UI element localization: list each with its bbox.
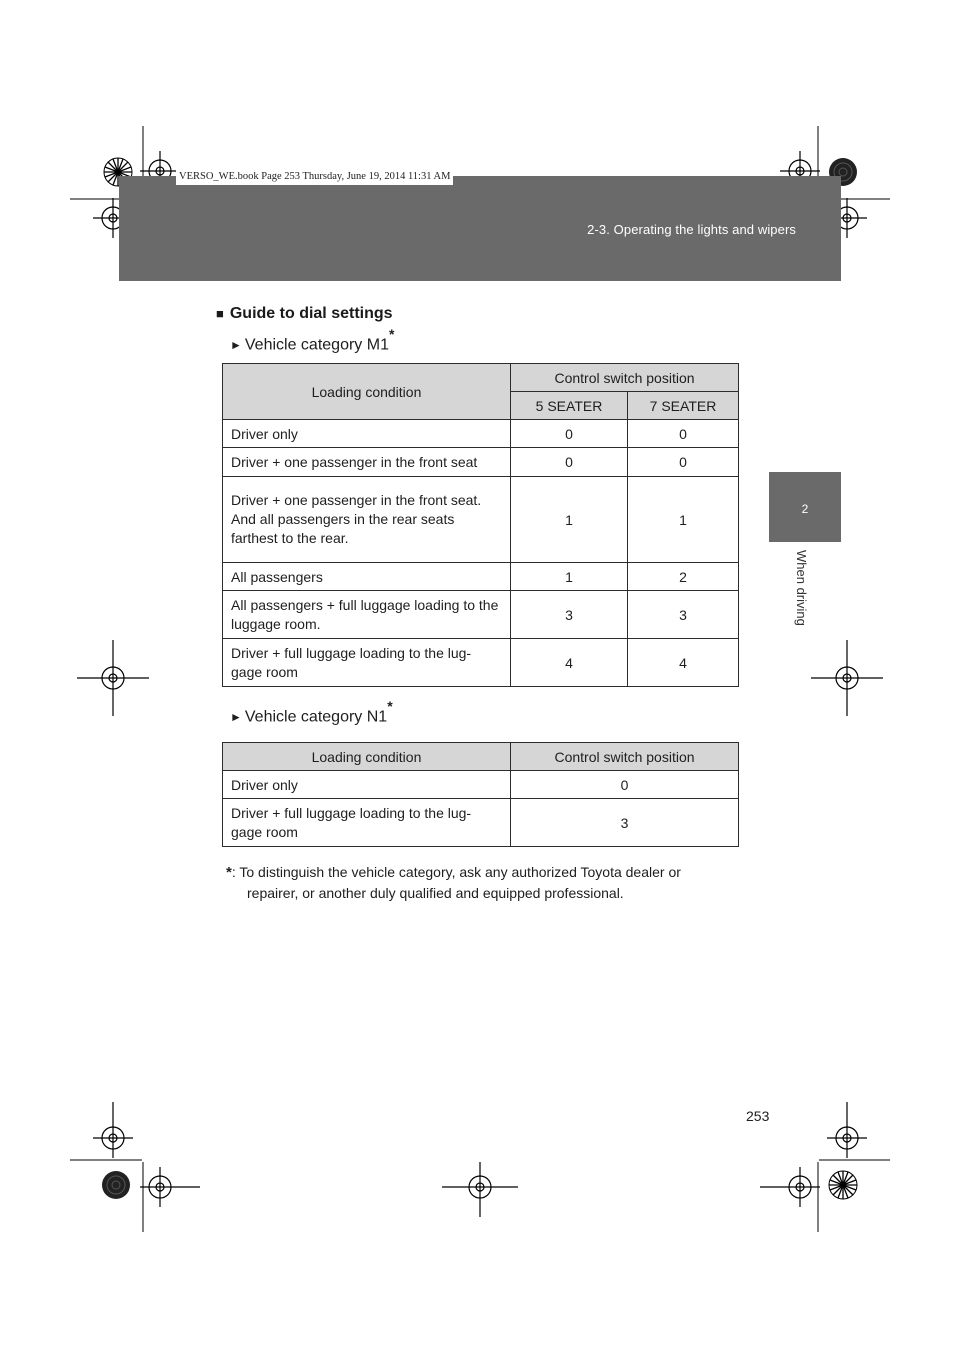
row-condition-line1: Driver + one passenger in the front seat.: [231, 492, 482, 508]
section-title: 2-3. Operating the lights and wipers: [587, 222, 796, 237]
row-7-seater: 0: [628, 420, 739, 448]
row-5-seater: 0: [511, 448, 628, 477]
subhead-n1-text: Vehicle category N1: [244, 708, 388, 726]
chapter-number: 2: [801, 502, 809, 516]
footnote: [226, 862, 744, 904]
row-7-seater: 3: [628, 591, 739, 639]
table-row: [223, 563, 739, 591]
table-row: [223, 799, 739, 847]
heading-text: Guide to dial settings: [229, 305, 393, 322]
row-7-seater: 4: [628, 639, 739, 687]
chapter-label: When driving: [794, 550, 809, 626]
asterisk-mark: *: [387, 698, 393, 714]
col-control-switch-position: Control switch position: [511, 743, 739, 771]
subhead-m1: [230, 326, 395, 354]
row-7-seater: 2: [628, 563, 739, 591]
row-7-seater: 0: [628, 448, 739, 477]
star-target-bottom-right: [829, 1171, 857, 1199]
col-loading-condition: Loading condition: [223, 364, 511, 420]
table-row: [223, 420, 739, 448]
section-heading: [216, 305, 393, 323]
table-row: [223, 591, 739, 639]
col-7-seater: 7 SEATER: [628, 392, 739, 420]
table-row: [223, 477, 739, 563]
subhead-m1-text: Vehicle category M1: [244, 336, 389, 354]
row-5-seater: 0: [511, 420, 628, 448]
asterisk-mark: *: [388, 326, 395, 342]
row-7-seater: 1: [628, 477, 739, 563]
m1-table: [222, 363, 739, 687]
table-row: [223, 639, 739, 687]
row-5-seater: 1: [511, 477, 628, 563]
solid-target-bottom-left: [102, 1171, 130, 1199]
page-number: 253: [746, 1108, 770, 1124]
row-condition: All passengers: [223, 563, 511, 591]
table-row: [223, 771, 739, 799]
footnote-asterisk: *: [226, 864, 232, 881]
row-condition: Driver + full luggage loading to the lug-gage room: [223, 799, 511, 847]
row-position: 0: [511, 771, 739, 799]
row-condition: [223, 477, 511, 563]
row-position: 3: [511, 799, 739, 847]
chapter-tab: [769, 472, 841, 542]
col-5-seater: 5 SEATER: [511, 392, 628, 420]
col-control-switch-position: Control switch position: [511, 364, 739, 392]
row-condition: Driver only: [223, 420, 511, 448]
triangle-marker-icon: ►: [230, 338, 242, 353]
row-condition: Driver + one passenger in the front seat: [223, 448, 511, 477]
row-5-seater: 3: [511, 591, 628, 639]
book-stamp: VERSO_WE.book Page 253 Thursday, June 19, 2014 11:31 AM: [176, 168, 453, 185]
square-bullet-icon: ■: [216, 306, 224, 321]
row-condition: Driver only: [223, 771, 511, 799]
row-condition: All passengers + full luggage loading to the luggage room.: [223, 591, 511, 639]
triangle-marker-icon: ►: [230, 710, 242, 725]
row-5-seater: 4: [511, 639, 628, 687]
footnote-text: : To distinguish the vehicle category, ask any authorized Toyota dealer or: [231, 864, 681, 880]
table-row: [223, 448, 739, 477]
row-5-seater: 1: [511, 563, 628, 591]
subhead-n1: [230, 698, 393, 726]
col-loading-condition: Loading condition: [223, 743, 511, 771]
row-condition: Driver + full luggage loading to the lug-gage room: [223, 639, 511, 687]
footnote-text-line2: repairer, or another duly qualified and equipped professional.: [247, 885, 624, 901]
row-condition-line2: And all passengers in the rear seats farthest to the rear.: [231, 511, 455, 546]
n1-table: [222, 742, 739, 847]
